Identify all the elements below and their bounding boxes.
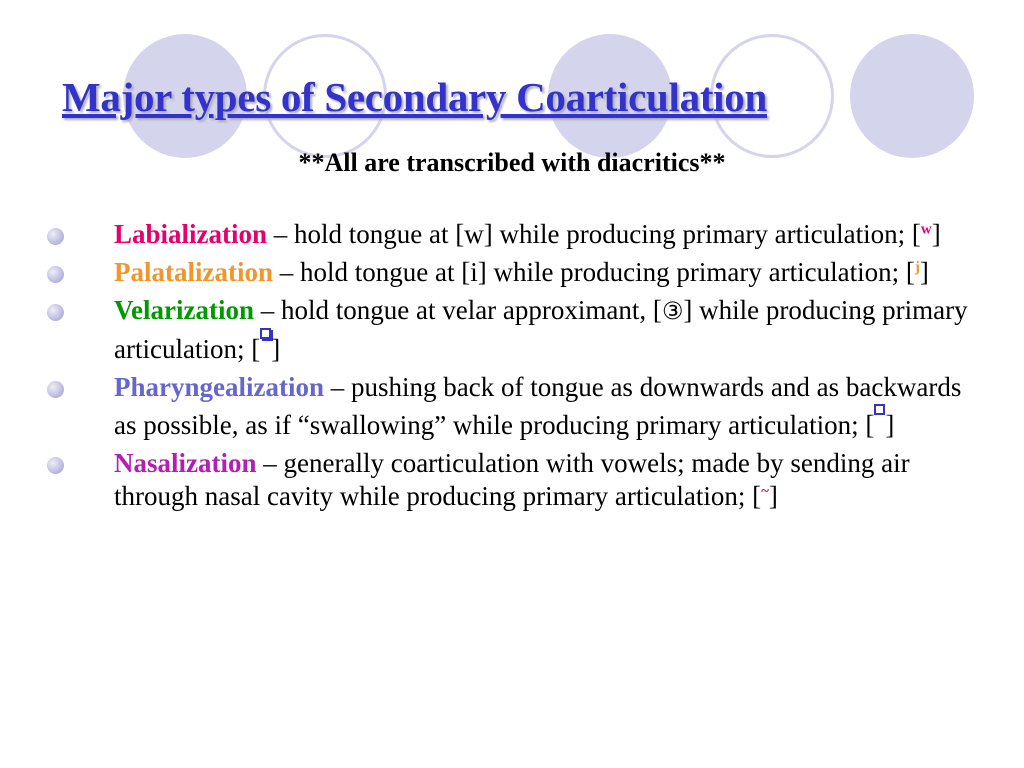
diacritic-symbol: j [914,259,920,276]
missing-glyph-box-icon [874,404,885,415]
diacritic-symbol: w [920,221,932,238]
item-text [114,218,969,251]
list-item-pharyngealization [0,371,1024,442]
term-label: Nasalization [114,447,257,478]
term-label: Labialization [114,219,268,249]
list-item-labialization [0,218,1024,251]
bullet-icon [47,457,64,474]
slide-title: Major types of Secondary Coarticulation [62,74,767,120]
closing-bracket: ] [885,409,895,440]
list-item-velarization [0,294,1024,366]
item-text [114,256,969,289]
diacritic-symbol: ~ [761,483,769,500]
decorative-circle [850,34,974,158]
item-text [114,294,969,366]
term-label: Velarization [114,295,254,325]
closing-bracket: ] [768,480,778,511]
item-text [114,371,969,442]
item-text [114,447,969,513]
term-description: – generally coarticulation with vowels; made by sending air through nasal cavity while producing primary articulation; [ [114,447,910,511]
term-label: Pharyngealization [114,371,324,402]
bullet-icon [47,304,64,321]
list-item-palatalization [0,256,1024,289]
missing-glyph-box-icon [260,328,271,339]
term-label: Palatalization [114,257,273,287]
closing-bracket: ] [919,257,929,287]
term-description: – hold tongue at [i] while producing primary articulation; [ [272,257,915,287]
list-item-nasalization [0,447,1024,513]
bullet-icon [47,266,64,283]
closing-bracket: ] [271,333,281,364]
term-description: – pushing back of tongue as downwards and as backwards as possible, as if “swallowing” while producing primary articulation; [ [114,371,962,440]
term-description: – hold tongue at [w] while producing primary articulation; [ [267,219,921,249]
bullet-icon [47,228,64,245]
term-description-continued: ] while producing primary articulation; [ [114,295,968,364]
circled-three-symbol: ③ [661,297,684,325]
bullet-icon [47,381,64,398]
term-description: – hold tongue at velar approximant, [ [253,295,662,325]
slide-subtitle: **All are transcribed with diacritics** [298,148,726,177]
closing-bracket: ] [931,219,941,249]
term-list [0,218,1024,518]
